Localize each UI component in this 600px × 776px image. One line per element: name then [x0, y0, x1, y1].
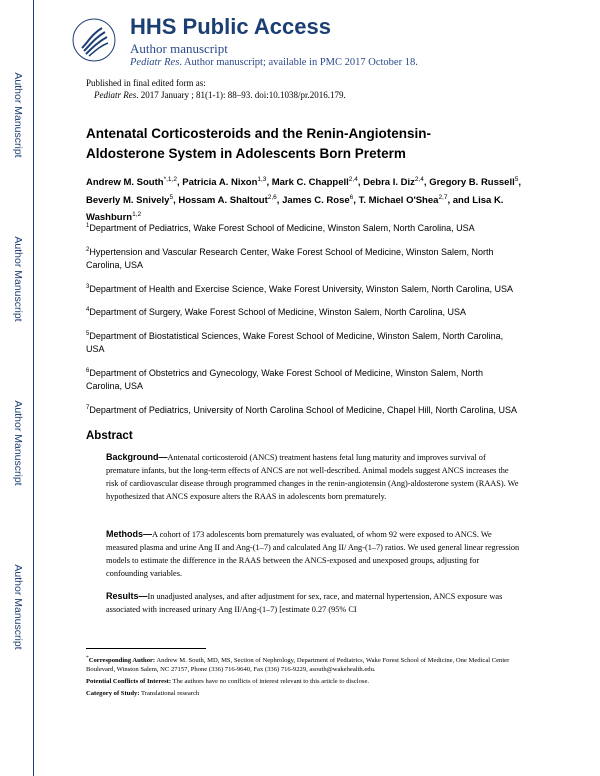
author-separator: , — [353, 194, 359, 206]
affiliation-list — [86, 220, 521, 425]
author-affiliation-sup: 6 — [349, 193, 354, 201]
author-name: Debra I. Diz — [363, 177, 415, 189]
author-name: Hossam A. Shaltout — [178, 194, 268, 206]
published-in-label: Published in final edited form as: — [86, 78, 206, 88]
affiliation-number: 6 — [86, 367, 90, 374]
abstract-heading: Abstract — [86, 430, 133, 442]
background-text: Antenatal corticosteroid (ANCS) treatment hastens fetal lung maturity and improves survival of premature infants, but the long-term effects of ANCS are not well-described. Animal models suggest ANCS increases the risk of cardiovascular disease through programmed changes in the renin-angiotensin (Ang)-aldosterone system (RAAS). We hypothesized that ANCS exposure alters the RAAS in adolescents born prematurely. — [106, 453, 519, 501]
availability-text: . Author manuscript; available in PMC 2017 October 18. — [179, 57, 418, 68]
author-affiliation-sup: 1,2 — [132, 211, 142, 219]
conflicts-note — [86, 677, 521, 686]
category-note — [86, 689, 521, 698]
abstract-methods — [106, 528, 520, 580]
author-affiliation-sup: 2,4 — [414, 176, 424, 183]
background-label: Background— — [106, 452, 168, 462]
affiliation-number: 5 — [86, 330, 90, 337]
author-affiliation-sup: 5 — [169, 193, 174, 201]
author-separator: , — [276, 194, 283, 206]
side-tab-label: Author Manuscript — [12, 400, 24, 486]
footnote-divider — [86, 648, 206, 649]
affiliation-number: 3 — [86, 283, 90, 290]
corr-label: Corresponding Author: — [88, 657, 156, 665]
affiliation-text: Hypertension and Vascular Research Center, Wake Forest School of Medicine, Winston Salem, North Carolina, USA — [86, 246, 494, 270]
cat-label: Category of Study: — [86, 690, 140, 698]
author-affiliation-sup: 2,6 — [267, 193, 277, 201]
affiliation-text: Department of Obstetrics and Gynecology, Wake Forest School of Medicine, Winston Salem, North Carolina, USA — [86, 367, 484, 391]
cat-text: Translational research — [139, 690, 200, 698]
author-manuscript-subtitle: Author manuscript — [130, 41, 228, 56]
affiliation-item — [86, 328, 521, 357]
affiliation-number: 7 — [86, 404, 90, 411]
affiliation-item — [86, 281, 521, 297]
corresponding-author-note — [86, 654, 521, 674]
affiliation-item — [86, 365, 521, 394]
author-name: Beverly M. Snively — [86, 194, 170, 206]
author-name: Gregory B. Russell — [429, 177, 515, 189]
affiliation-text: Department of Pediatrics, Wake Forest School of Medicine, Winston Salem, North Carolina, USA — [89, 223, 475, 233]
author-separator: , — [266, 177, 272, 189]
author-affiliation-sup: 5 — [514, 176, 519, 183]
title-line-1: Antenatal Corticosteroids and the Renin-Angiotensin- — [86, 126, 432, 141]
affiliation-text: Department of Biostatistical Sciences, Wake Forest School of Medicine, Winston Salem, North Carolina, USA — [86, 330, 504, 354]
author-separator: , — [176, 177, 183, 189]
affiliation-item — [86, 220, 521, 236]
results-label: Results— — [106, 591, 148, 601]
affiliation-item — [86, 244, 521, 273]
author-name: James C. Rose — [282, 194, 350, 206]
author-separator: , — [357, 177, 364, 189]
publication-info — [86, 77, 346, 101]
side-tab-label: Author Manuscript — [12, 72, 24, 158]
coi-label: Potential Conflicts of Interest: — [86, 678, 172, 686]
affiliation-item — [86, 402, 521, 418]
article-title — [86, 124, 526, 164]
side-tab-author-manuscript — [10, 224, 26, 334]
author-affiliation-sup: 1,3 — [257, 176, 267, 183]
citation-journal: Pediatr Res — [94, 90, 137, 100]
affiliation-text: Department of Health and Exercise Science, Wake Forest University, Winston Salem, North Carolina, USA — [89, 283, 514, 294]
author-name: Lisa K. Washburn — [86, 194, 504, 224]
side-tab-author-manuscript — [10, 552, 26, 662]
side-tab-author-manuscript — [10, 60, 26, 170]
results-text: In unadjusted analyses, and after adjustment for sex, race, and maternal hypertension, ANCS exposure was associated with increased urinary Ang II/Ang-(1–7) [estimate 0.27 (95% CI — [106, 592, 503, 614]
side-tab-author-manuscript — [10, 388, 26, 498]
corr-sup: * — [86, 655, 89, 661]
author-separator: , and — [447, 194, 473, 206]
affiliation-number: 4 — [86, 307, 90, 313]
side-tab-label: Author Manuscript — [12, 236, 24, 322]
methods-label: Methods— — [106, 529, 152, 539]
footnotes — [86, 654, 521, 701]
author-name: Mark C. Chappell — [271, 177, 349, 189]
affiliation-item — [86, 304, 521, 320]
author-name: Andrew M. South — [86, 177, 164, 189]
citation — [86, 89, 346, 101]
abstract-background — [106, 451, 520, 503]
journal-availability-line — [130, 57, 418, 68]
side-tab-label: Author Manuscript — [12, 564, 24, 650]
hhs-title: HHS Public Access — [130, 14, 331, 39]
author-affiliation-sup: *,1,2 — [163, 176, 177, 183]
hhs-eagle-logo-icon — [72, 18, 116, 62]
author-affiliation-sup: 2,7 — [438, 193, 448, 201]
side-divider — [33, 0, 34, 776]
author-separator: , — [173, 194, 179, 206]
abstract-results — [106, 590, 520, 616]
author-name: T. Michael O'Shea — [358, 194, 439, 206]
coi-text: The authors have no conflicts of interest relevant to this article to disclose. — [171, 678, 370, 686]
affiliation-text: Department of Pediatrics, University of North Carolina School of Medicine, Chapel Hill, North Carolina, USA — [89, 404, 518, 415]
affiliation-text: Department of Surgery, Wake Forest School of Medicine, Winston Salem, North Carolina, USA — [89, 307, 466, 317]
author-list — [86, 173, 521, 226]
author-separator: , — [518, 177, 521, 189]
affiliation-number: 1 — [86, 223, 90, 229]
title-line-2: Aldosterone System in Adolescents Born Preterm — [86, 146, 406, 161]
methods-text: A cohort of 173 adolescents born prematurely was evaluated, of whom 92 were exposed to ANCS. We measured plasma and urine Ang II and Ang-(1–7) and calculated Ang II/ Ang-(1–7) ratios. We used general linear regression models to estimate the difference in the RAAS between the ANCS-exposed and unexposed groups, adjusting for confounding variables. — [106, 530, 520, 578]
author-name: Patricia A. Nixon — [182, 177, 258, 189]
corr-text: Andrew M. South, MD, MS, Section of Nephrology, Department of Pediatrics, Wake Forest School of Medicine, One Medical Center Boulevard, Winston Salem, NC 27157, Phone (336) 716-9640, Fax (336) 716-9229, asouth@wakehealth.edu. — [86, 657, 510, 674]
author-separator: , — [423, 177, 430, 189]
journal-name: Pediatr Res — [130, 57, 180, 68]
citation-details: . 2017 January ; 81(1-1): 88–93. doi:10.1038/pr.2016.179. — [136, 90, 346, 100]
affiliation-number: 2 — [86, 246, 90, 253]
author-affiliation-sup: 2,4 — [348, 176, 358, 183]
